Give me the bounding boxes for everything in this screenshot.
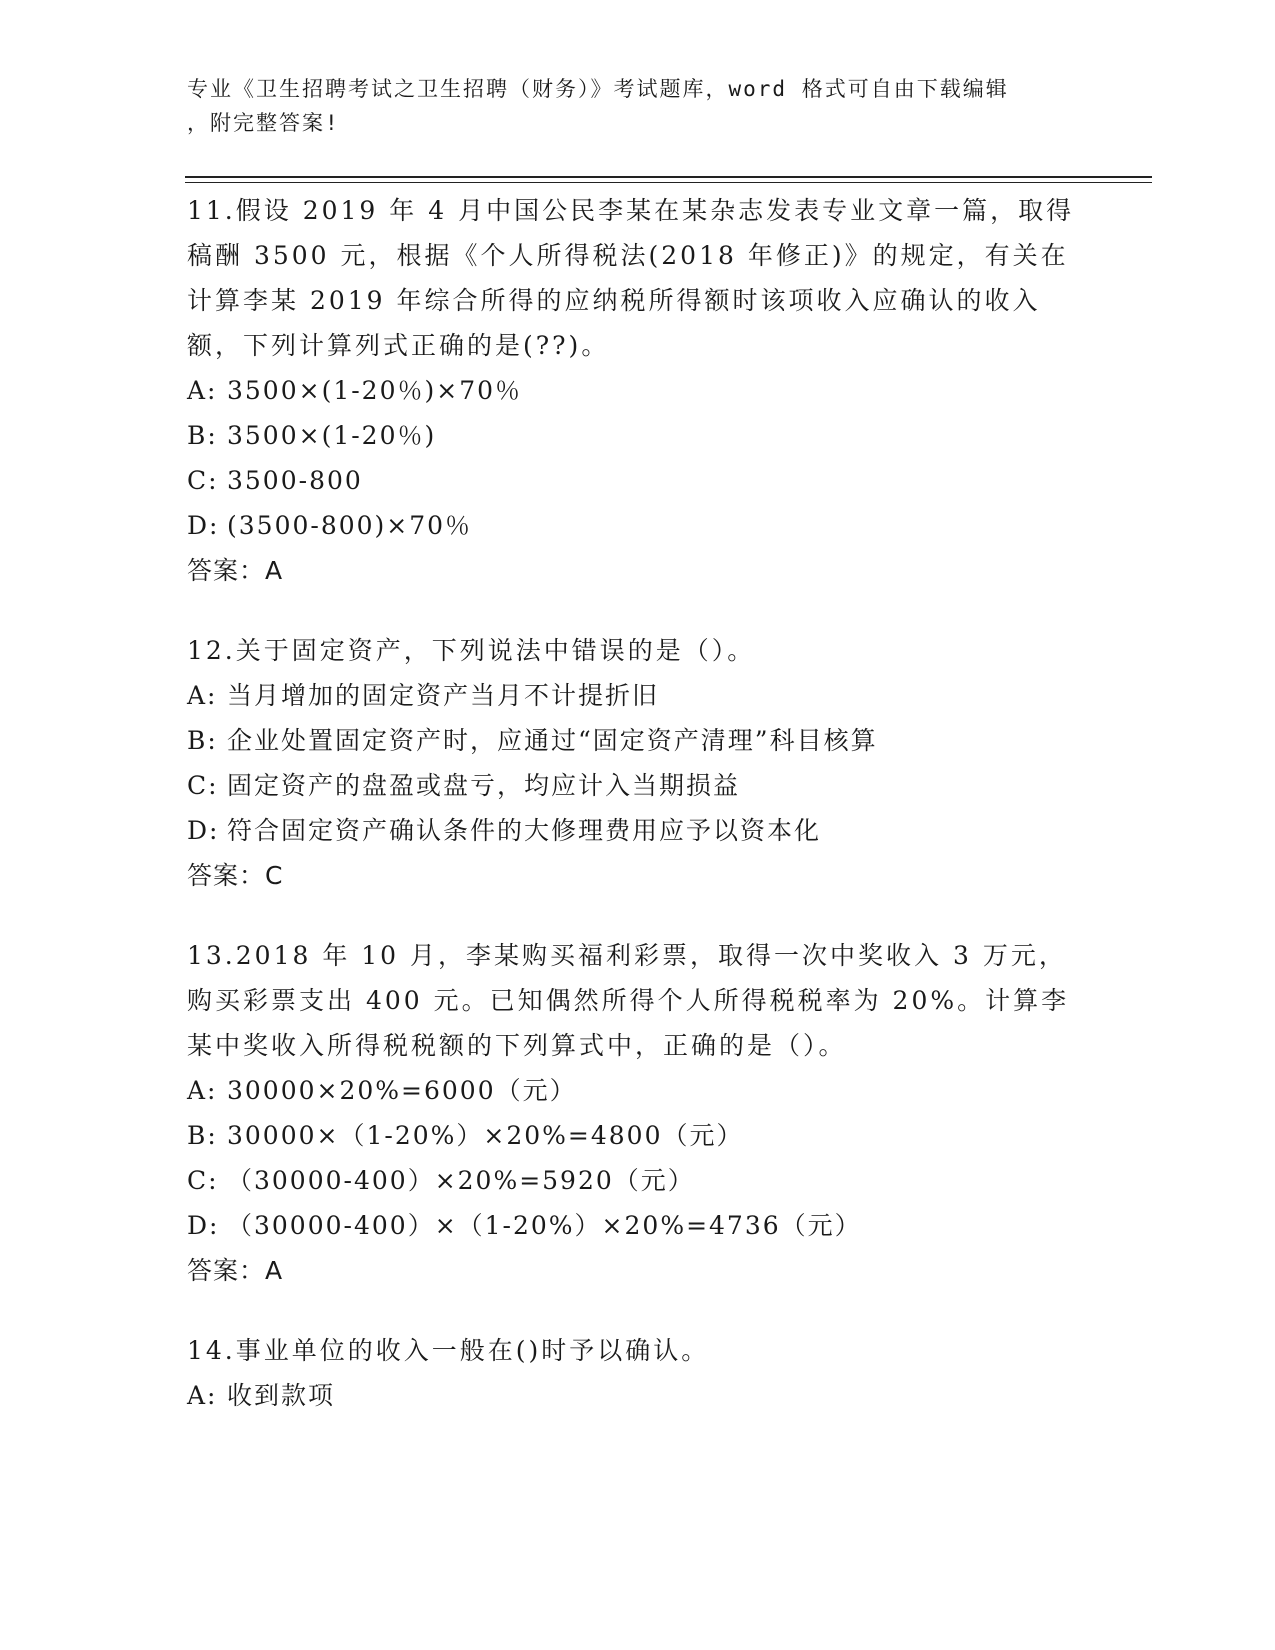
option-a [187, 1373, 1087, 1418]
question-12 [187, 628, 1087, 898]
answer-line: 答案：C [187, 861, 284, 890]
option-key: B: [187, 1121, 218, 1150]
question-14 [187, 1328, 1087, 1418]
option-text: (3500-800)×70％ [227, 511, 473, 540]
header-divider-thin [185, 182, 1152, 183]
option-key: A: [187, 681, 218, 710]
question-stem: 13.2018 年 10 月，李某购买福利彩票，取得一次中奖收入 3 万元，购买彩票支出 400 元。已知偶然所得个人所得税税率为 20%。计算李某中奖收入所得税税额的下列算式中，正确的是（）。 [187, 941, 1070, 1060]
option-d [187, 1203, 1087, 1248]
document-header [187, 72, 1067, 140]
option-key: D: [187, 1211, 220, 1240]
question-stem: 11.假设 2019 年 4 月中国公民李某在某杂志发表专业文章一篇，取得稿酬 3500 元，根据《个人所得税法(2018 年修正)》的规定，有关在计算李某 2019 年综合所得的应纳税所得额时该项收入应确认的收入额，下列计算列式正确的是(??)。 [187, 196, 1075, 360]
option-key: B: [187, 726, 218, 755]
option-a [187, 1068, 1087, 1113]
option-text: 3500×(1-20％) [227, 421, 437, 450]
option-c [187, 458, 1087, 503]
option-text: 30000×20%=6000（元） [227, 1076, 577, 1105]
option-text: （30000-400）×（1-20%）×20%=4736（元） [227, 1211, 862, 1240]
option-text: 收到款项 [227, 1381, 336, 1410]
option-c [187, 763, 1087, 808]
option-text: 当月增加的固定资产当月不计提折旧 [227, 681, 660, 710]
question-stem: 14.事业单位的收入一般在()时予以确认。 [187, 1336, 710, 1365]
option-d [187, 503, 1087, 548]
option-key: C: [187, 771, 219, 800]
option-a [187, 673, 1087, 718]
option-key: C: [187, 1166, 219, 1195]
option-b [187, 1113, 1087, 1158]
option-text: 3500×(1-20％)×70％ [227, 376, 523, 405]
option-text: 3500-800 [227, 466, 363, 495]
question-stem: 12.关于固定资产，下列说法中错误的是（）。 [187, 636, 756, 665]
option-b [187, 413, 1087, 458]
option-key: B: [187, 421, 218, 450]
header-line-1: 专业《卫生招聘考试之卫生招聘（财务）》考试题库，word 格式可自由下载编辑 [187, 77, 1009, 101]
question-13 [187, 933, 1087, 1293]
option-d [187, 808, 1087, 853]
option-key: A: [187, 376, 218, 405]
option-text: 符合固定资产确认条件的大修理费用应予以资本化 [227, 816, 822, 845]
option-text: 固定资产的盘盈或盘亏，均应计入当期损益 [227, 771, 741, 800]
answer-line: 答案：A [187, 1256, 284, 1285]
option-key: D: [187, 816, 220, 845]
header-divider [185, 176, 1152, 178]
option-text: 企业处置固定资产时，应通过“固定资产清理”科目核算 [227, 726, 878, 755]
option-key: A: [187, 1076, 218, 1105]
question-list [187, 188, 1087, 1453]
header-line-2: ，附完整答案! [187, 111, 340, 135]
option-key: D: [187, 511, 220, 540]
option-text: （30000-400）×20%=5920（元） [227, 1166, 695, 1195]
option-c [187, 1158, 1087, 1203]
answer-line: 答案：A [187, 556, 284, 585]
option-key: C: [187, 466, 219, 495]
option-key: A: [187, 1381, 218, 1410]
option-b [187, 718, 1087, 763]
option-a [187, 368, 1087, 413]
question-11 [187, 188, 1087, 593]
option-text: 30000×（1-20%）×20%=4800（元） [227, 1121, 744, 1150]
